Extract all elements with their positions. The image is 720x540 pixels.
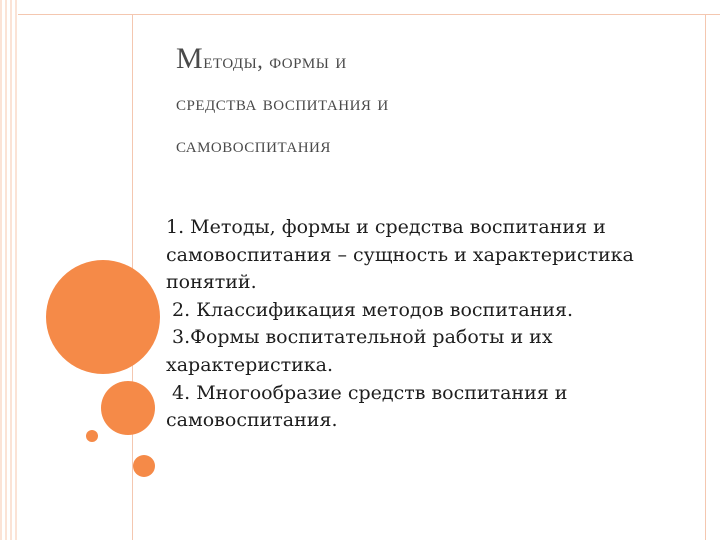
title-line-3: самовоспитания [176,132,331,157]
decorative-stripes [0,0,18,540]
list-item: 2. Классификация методов воспитания. [166,298,574,321]
list-item: 3.Формы воспитательной работы и их характеристика. [166,326,559,376]
large-circle-decoration [46,260,160,374]
slide-content [166,214,686,435]
title-line-1 [176,38,686,82]
medium-circle-decoration [101,381,155,435]
title-rest: етоды, формы и [203,48,347,73]
frame-top-line [18,14,720,15]
title-initial: М [176,42,204,75]
small-circle-decoration [133,455,155,477]
tiny-circle-decoration [86,430,98,442]
list-item: 1. Методы, формы и средства воспитания и самовоспитания – сущность и характеристика понятий. [166,216,640,294]
list-item: 4. Многообразие средств воспитания и самовоспитания. [166,381,574,432]
title-line-2: средства воспитания и [176,90,389,115]
frame-right-line [705,14,706,540]
slide-title [176,38,686,166]
